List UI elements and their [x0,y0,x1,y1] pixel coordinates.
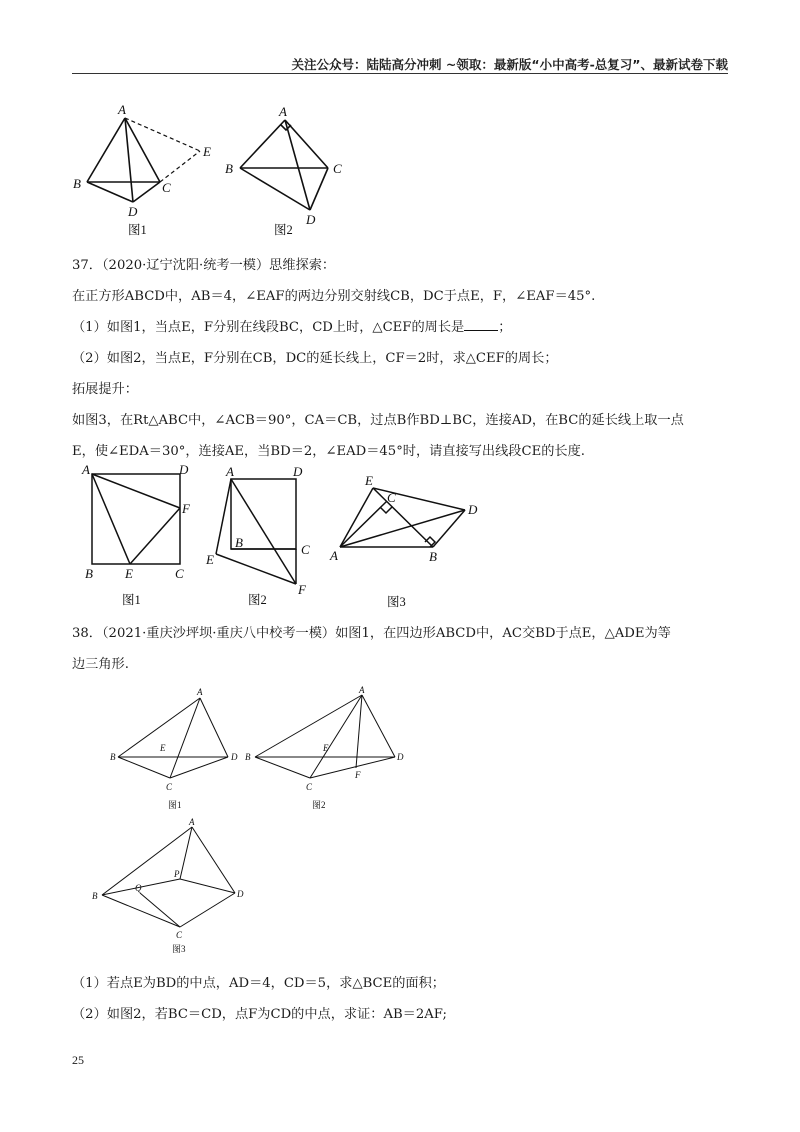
label-C: C [166,782,173,792]
q37-extension-title: 拓展提升： [72,382,138,397]
q37-part1 [72,318,732,338]
q37-figure-2 [198,462,323,612]
label-D: D [468,502,478,517]
label-A: A [226,464,234,479]
label-A: A [189,817,195,827]
label-E: E [206,552,214,567]
q38-figure-3 [80,815,250,960]
label-E: E [203,144,211,159]
label-E: E [365,473,373,488]
label-C: C [175,566,184,581]
fig-caption: 图1 [128,223,147,237]
label-P: P [174,869,180,879]
label-B: B [429,549,437,564]
label-A: A [279,104,287,119]
label-E: E [125,566,133,581]
label-A: A [330,548,338,563]
fig-caption: 图1 [122,593,141,607]
label-B: B [92,891,98,901]
q37-title: 37．（2020·辽宁沈阳·统考一模）思维探索： [72,258,336,273]
label-C: C [333,161,342,176]
fig-caption: 图2 [312,800,326,810]
label-C: C [176,930,183,940]
label-B: B [73,176,81,191]
answer-blank [464,318,498,331]
q37-statement: 在正方形ABCD中，AB＝4，∠EAF的两边分别交射线CB，DC于点E，F，∠EAF＝45°. [72,289,596,304]
q37-extension-2: E，使∠EDA＝30°，连接AE，当BD＝2，∠EAD＝45°时，请直接写出线段CE的长度. [72,444,585,459]
page-header: 关注公众号：陆陆高分冲刺 ~领取：最新版“小中高考-总复习”、最新试卷下载 [291,57,728,72]
label-A: A [359,685,365,695]
label-D: D [231,752,238,762]
label-A: A [118,102,126,117]
label-A: A [82,462,90,477]
label-C: C [306,782,313,792]
label-D: D [306,212,316,227]
q38-title: 38．（2021·重庆沙坪坝·重庆八中校考一模）如图1，在四边形ABCD中，AC交BD于点E，△ADE为等 [72,626,671,641]
label-D: D [237,889,244,899]
label-C: C [387,490,396,505]
label-C: C [162,180,171,195]
top-figure-2 [220,100,360,240]
label-C: C [301,542,310,557]
q37-figure-1 [80,462,210,612]
q37-figure-3 [325,470,485,615]
label-Q: Q [135,883,142,893]
q37-part1-text: （1）如图1，当点E，F分别在线段BC，CD上时，△CEF的周长是 [72,320,465,335]
top-figure-1 [70,100,230,240]
q37-extension-1: 如图3，在Rt△ABC中，∠ACB＝90°，CA＝CB，过点B作BD⊥BC，连接AD，在BC的延长线上取一点 [72,413,684,428]
label-B: B [225,161,233,176]
label-D: D [128,204,138,219]
q37-part1-end: ； [498,320,512,335]
fig-caption: 图3 [387,595,406,609]
label-F: F [298,582,306,597]
page-number: 25 [72,1053,84,1067]
fig-caption: 图1 [168,800,182,810]
header-rule [72,73,728,74]
label-B: B [85,566,93,581]
label-B: B [245,752,251,762]
q37-part2: （2）如图2，当点E，F分别在CB，DC的延长线上，CF＝2时，求△CEF的周长； [72,351,558,366]
label-A: A [197,687,203,697]
label-F: F [182,501,190,516]
label-B: B [235,535,243,550]
fig-caption: 图3 [172,944,186,954]
q38-part2: （2）如图2，若BC＝CD，点F为CD的中点，求证：AB＝2AF; [72,1007,447,1022]
q38-title-cont: 边三角形. [72,657,129,672]
label-E: E [160,743,166,753]
q38-figure-2 [240,685,415,815]
label-F: F [355,770,361,780]
label-D: D [293,464,303,479]
q38-figure-1 [80,685,250,815]
fig-caption: 图2 [274,223,293,237]
fig-caption: 图2 [248,593,267,607]
label-E: E [323,743,329,753]
label-B: B [110,752,116,762]
label-D: D [179,462,189,477]
q38-part1: （1）若点E为BD的中点，AD＝4，CD＝5，求△BCE的面积； [72,976,445,991]
label-D: D [397,752,404,762]
